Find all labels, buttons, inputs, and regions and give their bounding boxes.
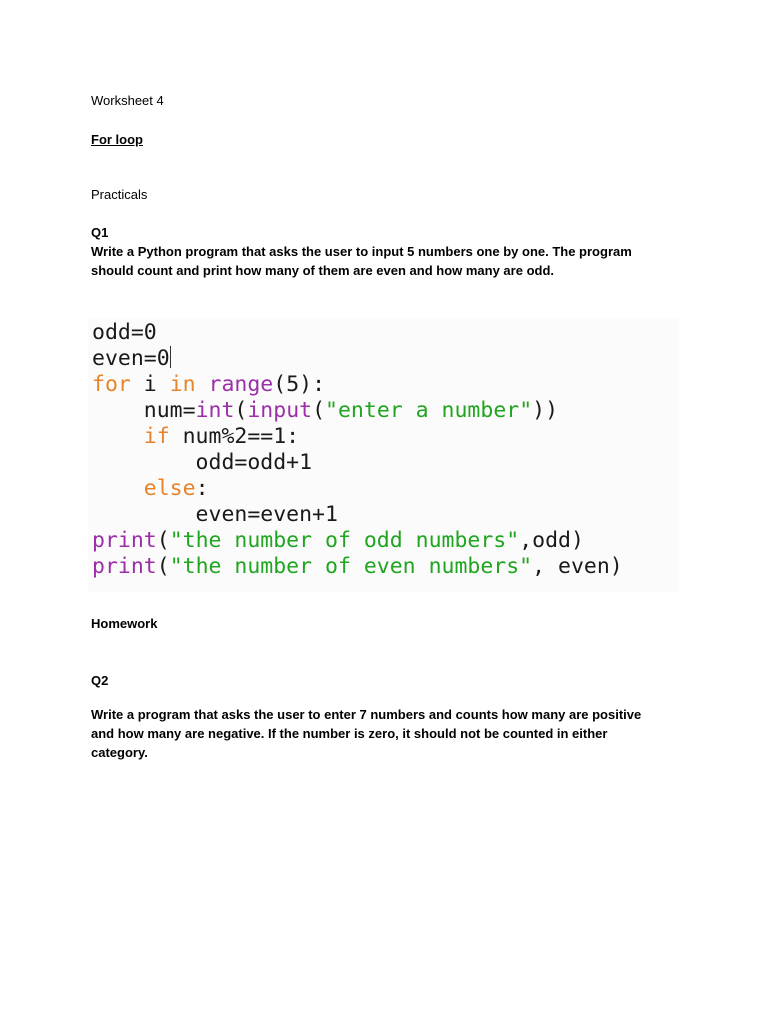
q2-text-line-1: Write a program that asks the user to enter 7 numbers and counts how many are positive: [91, 707, 642, 722]
code-text: num=: [92, 398, 196, 423]
keyword-else: else: [143, 476, 196, 501]
topic-heading: For loop: [91, 132, 143, 147]
string-literal: "the number of even numbers": [169, 554, 533, 579]
string-literal: "enter a number": [325, 398, 533, 423]
keyword-in: in: [169, 372, 196, 397]
code-line-3: [92, 372, 325, 398]
code-screenshot: [88, 318, 678, 592]
code-line-6: [92, 450, 312, 476]
code-line-9: [92, 528, 584, 554]
code-text: [92, 424, 144, 449]
q1-text-line-2: should count and print how many of them are even and how many are odd.: [91, 263, 554, 278]
code-text: :: [195, 476, 209, 501]
q2-text-line-3: category.: [91, 745, 148, 760]
code-text: odd=0: [92, 320, 157, 345]
builtin-input: input: [247, 398, 313, 423]
keyword-if: if: [143, 424, 170, 449]
code-text: ,odd): [519, 528, 584, 553]
text-cursor: [170, 346, 171, 368]
code-text: num%2==1:: [169, 424, 300, 449]
builtin-print: print: [92, 554, 157, 579]
practicals-heading: Practicals: [91, 187, 148, 202]
code-line-8: [92, 502, 338, 528]
code-text: )): [532, 398, 559, 423]
builtin-int: int: [195, 398, 235, 423]
q2-text-line-2: and how many are negative. If the number is zero, it should not be counted in either: [91, 726, 608, 741]
code-text: (: [234, 398, 248, 423]
code-text: even=even+1: [92, 502, 338, 527]
code-text: (5):: [273, 372, 326, 397]
code-line-1: [92, 320, 157, 346]
code-line-10: [92, 554, 623, 580]
code-text: , even): [532, 554, 623, 579]
homework-heading: Homework: [91, 616, 158, 631]
code-text: odd=odd+1: [92, 450, 313, 475]
code-text: [92, 476, 144, 501]
q1-label: Q1: [91, 225, 109, 240]
builtin-print: print: [92, 528, 157, 553]
code-line-7: [92, 476, 209, 502]
code-line-2: [92, 346, 171, 372]
code-line-4: [92, 398, 558, 424]
code-text: (: [156, 554, 170, 579]
builtin-range: range: [208, 372, 274, 397]
code-text: (: [156, 528, 170, 553]
code-text: i: [130, 372, 170, 397]
code-text: [196, 372, 209, 397]
code-text: even=0: [92, 346, 170, 371]
code-text: (: [312, 398, 326, 423]
code-line-5: [92, 424, 299, 450]
string-literal: "the number of odd numbers": [169, 528, 520, 553]
worksheet-title: Worksheet 4: [91, 93, 164, 108]
keyword-for: for: [92, 372, 131, 397]
q2-label: Q2: [91, 673, 109, 688]
q1-text-line-1: Write a Python program that asks the user to input 5 numbers one by one. The program: [91, 244, 632, 259]
